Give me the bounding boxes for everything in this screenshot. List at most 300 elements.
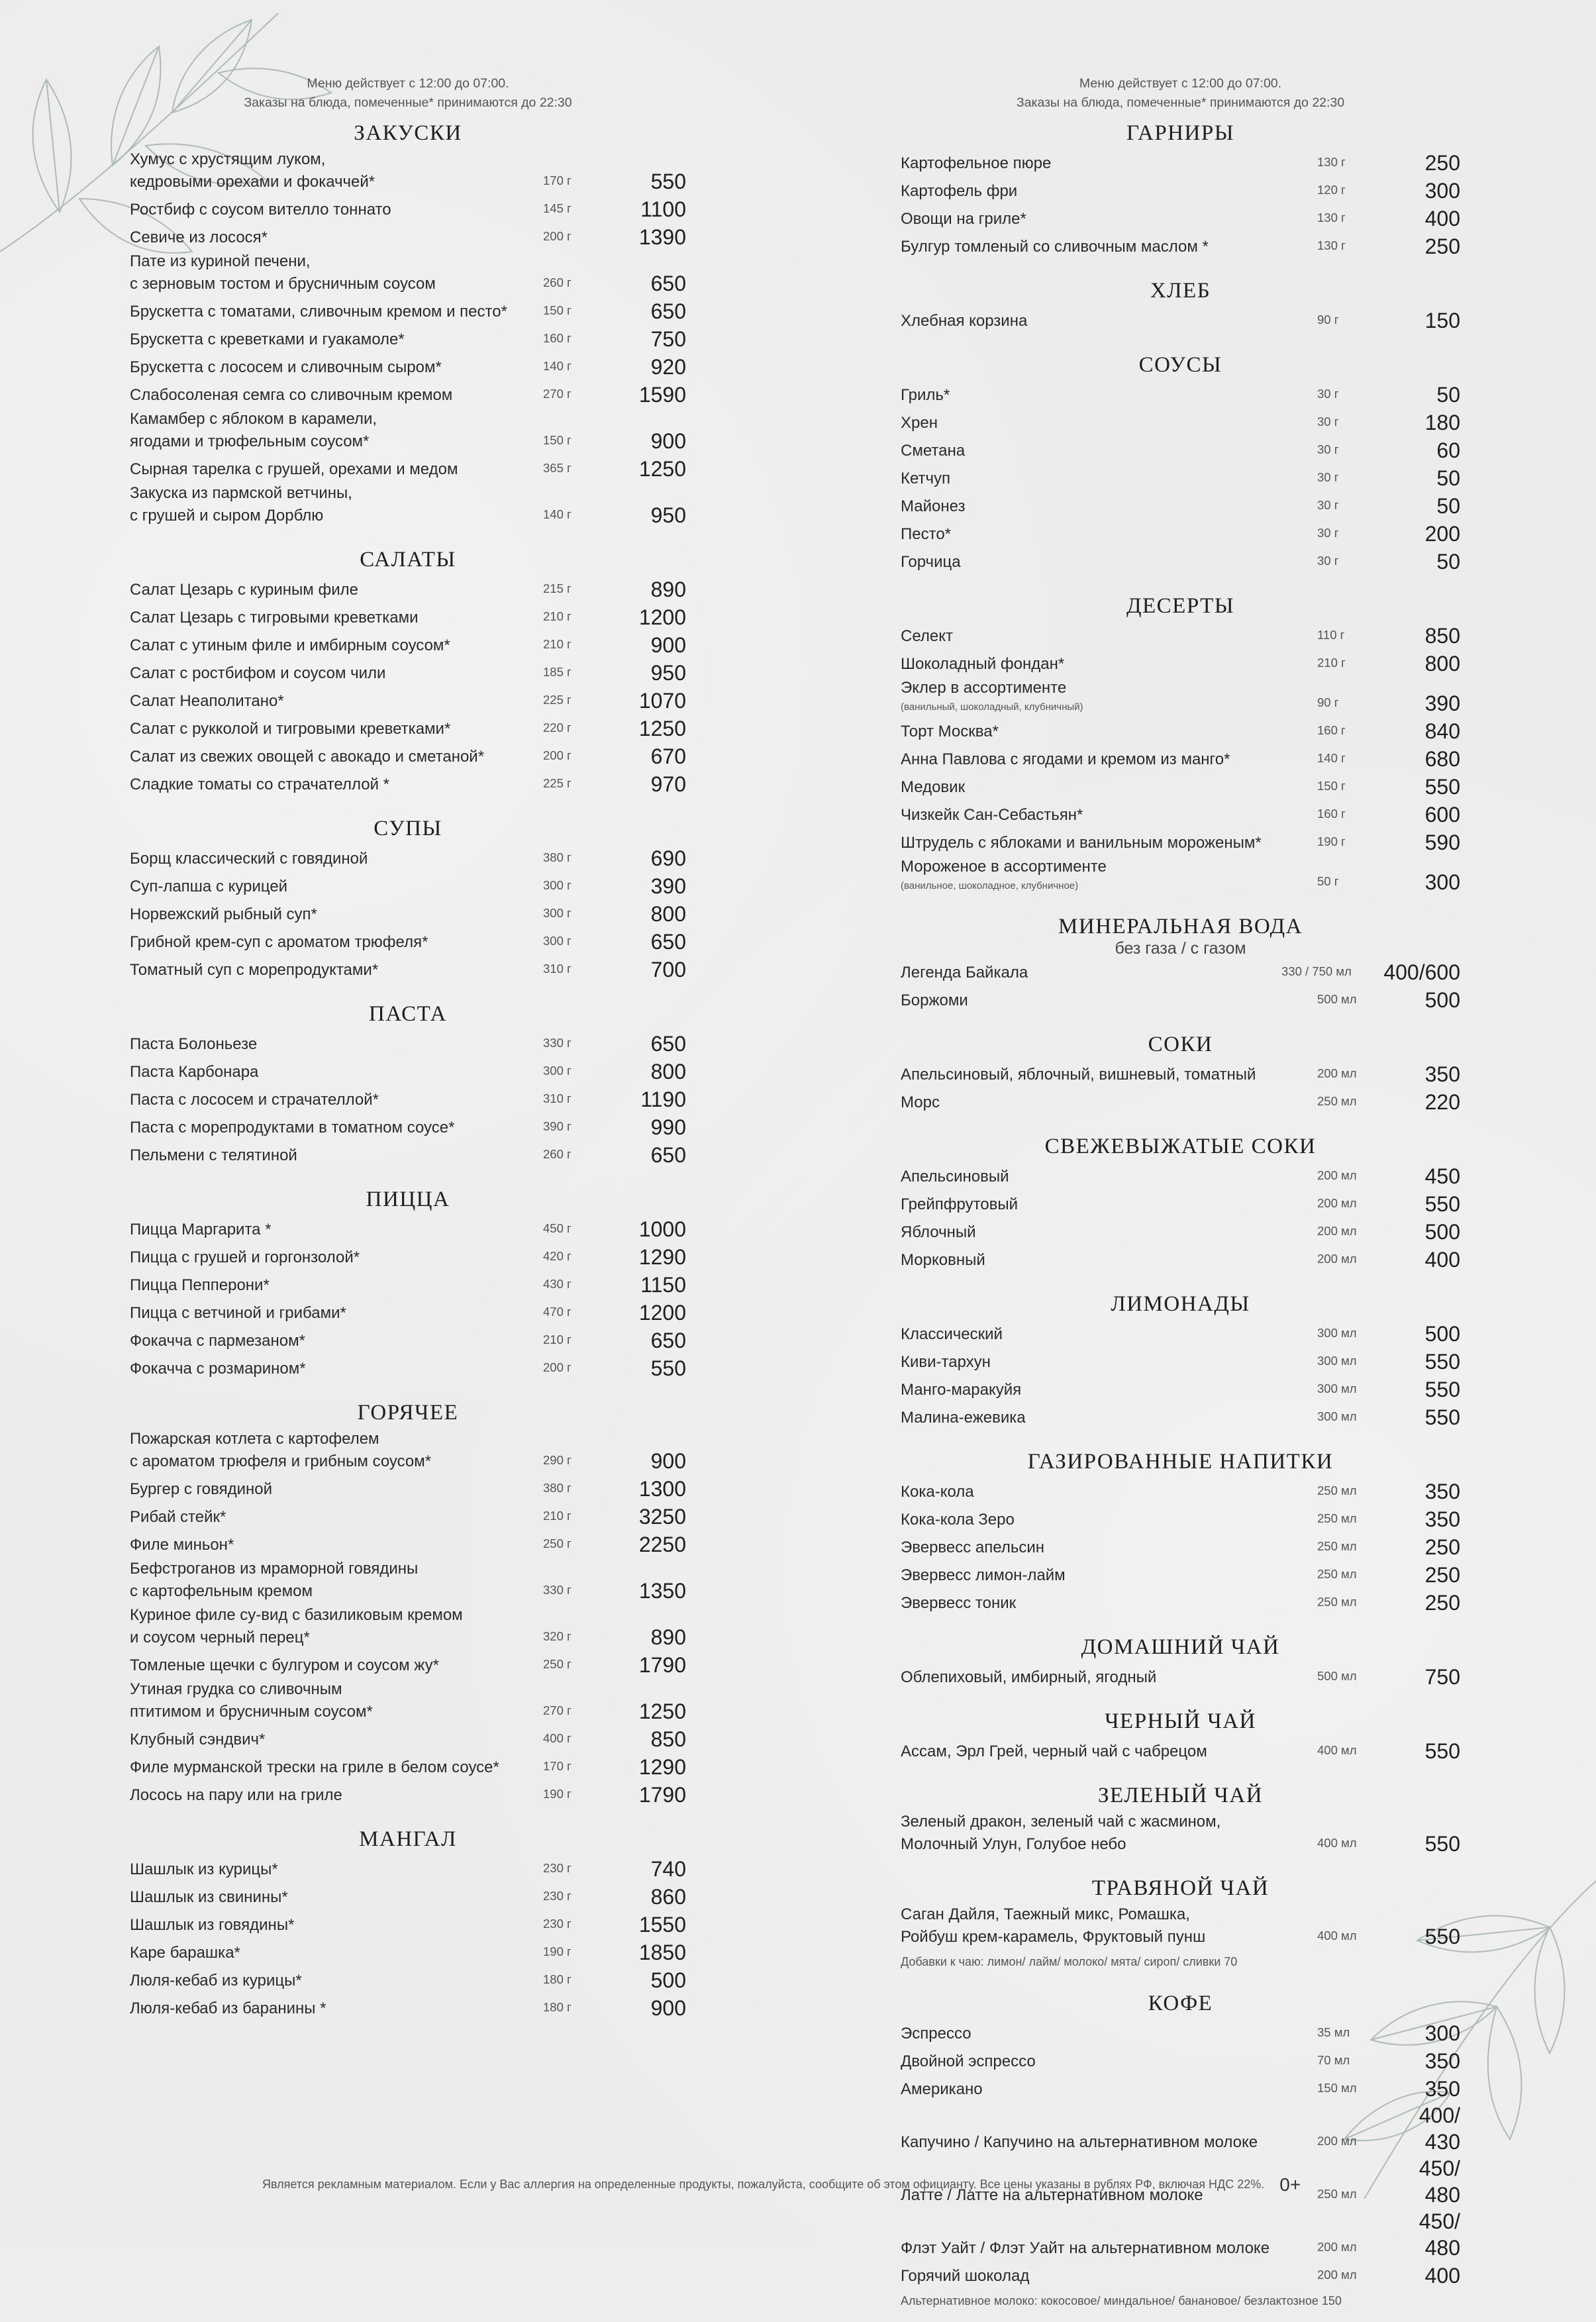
item-name-line: Картофельное пюре xyxy=(901,154,1052,172)
item-name-line: Булгур томленый со сливочным маслом * xyxy=(901,238,1209,256)
item-name-line: Саган Дайля, Таежный микс, Ромашка, xyxy=(901,1905,1190,1923)
menu-item xyxy=(130,1242,686,1270)
item-portion: 185 г xyxy=(543,665,572,679)
menu-item xyxy=(901,1737,1460,1764)
item-name-line: Бургер с говядиной xyxy=(130,1480,273,1498)
menu-item xyxy=(130,1558,686,1604)
menu-item xyxy=(901,828,1460,856)
menu-item xyxy=(130,1966,686,1994)
item-price: 390 xyxy=(1424,691,1460,715)
item-price: 500 xyxy=(1424,1322,1460,1346)
item-portion: 110 г xyxy=(1317,628,1345,642)
item-name xyxy=(130,227,543,250)
item-name-line: Капучино / Капучино на альтернативном молоке xyxy=(901,2133,1258,2151)
item-price: 350 xyxy=(1424,2049,1460,2073)
item-name-line: Американо xyxy=(901,2080,983,2098)
notice-line-2: Заказы на блюда, помеченные* принимаются до 22:30 xyxy=(244,95,572,110)
item-price: 500 xyxy=(650,1968,686,1992)
section-title: ЗАКУСКИ xyxy=(354,121,462,145)
item-name-line: Суп-лапша с курицей xyxy=(130,878,288,895)
item-portion: 190 г xyxy=(543,1787,572,1801)
item-portion: 30 г xyxy=(1317,415,1339,429)
item-price: 1000 xyxy=(638,1217,686,1241)
menu-item xyxy=(901,649,1460,677)
item-price: 1790 xyxy=(638,1653,686,1677)
item-portion: 250 мл xyxy=(1317,1484,1357,1497)
item-name xyxy=(130,931,543,955)
item-price: 1390 xyxy=(638,225,686,249)
menu-item xyxy=(901,2019,1460,2046)
item-price: 850 xyxy=(650,1727,686,1751)
item-price: 550 xyxy=(1424,775,1460,799)
item-price: 1070 xyxy=(638,689,686,713)
item-name xyxy=(130,250,543,297)
item-portion: 200 г xyxy=(543,1360,572,1374)
item-price: 350 xyxy=(1424,2077,1460,2101)
item-price: 250 xyxy=(1424,151,1460,175)
item-name-line: Рибай стейк* xyxy=(130,1508,226,1526)
menu-item xyxy=(901,436,1460,464)
menu-item xyxy=(130,454,686,482)
item-name-line: Ростбиф с соусом вителло тоннато xyxy=(130,201,391,219)
item-name xyxy=(901,1509,1317,1533)
item-name xyxy=(130,1061,543,1085)
item-name xyxy=(901,551,1317,575)
item-name xyxy=(901,1537,1317,1560)
item-price: 900 xyxy=(650,429,686,453)
section-title: ДОМАШНИЙ ЧАЙ xyxy=(1081,1635,1280,1659)
item-name-line: птитимом и брусничным соусом* xyxy=(130,1703,373,1721)
item-portion: 250 мл xyxy=(1317,2187,1357,2201)
item-name xyxy=(901,440,1317,464)
item-price: 50 xyxy=(1436,466,1460,490)
item-name xyxy=(901,804,1317,828)
menu-item xyxy=(130,1298,686,1326)
item-name xyxy=(130,1330,543,1354)
menu-item xyxy=(130,1530,686,1558)
item-name-line: Яблочный xyxy=(901,1223,976,1241)
item-name xyxy=(130,746,543,770)
item-name xyxy=(130,1478,543,1502)
menu-section xyxy=(901,1868,1460,1972)
item-portion: 130 г xyxy=(1317,211,1346,225)
item-portion: 420 г xyxy=(543,1249,572,1263)
item-name-line: Эвервесс тоник xyxy=(901,1594,1017,1612)
section-title: СОКИ xyxy=(1148,1033,1213,1056)
item-portion: 300 г xyxy=(543,1064,572,1078)
item-name xyxy=(130,356,543,380)
item-name xyxy=(130,1942,543,1966)
item-price: 650 xyxy=(650,1329,686,1352)
item-name xyxy=(901,1592,1317,1616)
section-title: ТРАВЯНОЙ ЧАЙ xyxy=(1091,1876,1270,1900)
menu-item xyxy=(901,1162,1460,1189)
menu-item xyxy=(130,1678,686,1725)
item-portion: 500 мл xyxy=(1317,992,1357,1006)
item-name xyxy=(130,1089,543,1113)
menu-item xyxy=(901,1375,1460,1403)
menu-item xyxy=(901,2046,1460,2074)
item-name-line: с ароматом трюфеля и грибным соусом* xyxy=(130,1452,432,1470)
menu-column-left xyxy=(130,74,686,2032)
item-portion: 30 г xyxy=(1317,470,1339,484)
item-portion: 310 г xyxy=(543,962,572,976)
menu-item xyxy=(901,958,1460,985)
item-portion: 300 мл xyxy=(1317,1326,1357,1340)
item-name xyxy=(130,1858,543,1882)
notice-line-1: Меню действует с 12:00 до 07:00. xyxy=(1079,76,1282,91)
item-name xyxy=(130,848,543,872)
item-name-line: Горячий шоколад xyxy=(901,2267,1030,2285)
item-name-line: Эклер в ассортименте xyxy=(901,679,1067,697)
item-price: 670 xyxy=(650,744,686,768)
item-price: 500 xyxy=(1424,988,1460,1012)
item-name-line: Севиче из лосося* xyxy=(130,228,268,246)
menu-item xyxy=(130,1029,686,1057)
item-price: 920 xyxy=(650,355,686,379)
item-portion: 330 г xyxy=(543,1583,572,1597)
item-portion: 400 мл xyxy=(1317,1836,1357,1850)
item-name xyxy=(901,1193,1317,1217)
item-price: 860 xyxy=(650,1885,686,1909)
menu-item xyxy=(130,223,686,250)
menu-item xyxy=(130,955,686,983)
item-name xyxy=(901,1091,1317,1115)
menu-item xyxy=(901,1060,1460,1087)
item-name xyxy=(901,310,1317,334)
item-price: 800 xyxy=(1424,652,1460,676)
item-price: 1200 xyxy=(638,605,686,629)
item-name xyxy=(130,328,543,352)
menu-item xyxy=(130,1140,686,1168)
item-portion: 90 г xyxy=(1317,313,1339,327)
item-portion: 170 г xyxy=(543,174,572,187)
item-name-line: Хумус с хрустящим луком, xyxy=(130,150,326,168)
item-portion: 200 мл xyxy=(1317,2268,1357,2282)
item-price: 1200 xyxy=(638,1301,686,1325)
menu-item xyxy=(130,1270,686,1298)
item-name xyxy=(130,1654,543,1678)
item-price: 390 xyxy=(650,874,686,898)
item-portion: 330 г xyxy=(543,1036,572,1050)
item-name xyxy=(901,1741,1317,1764)
item-name-line: Анна Павлова с ягодами и кремом из манго* xyxy=(901,750,1230,768)
item-name xyxy=(901,989,1317,1013)
menu-section xyxy=(901,270,1460,334)
section-title: СВЕЖЕВЫЖАТЫЕ СОКИ xyxy=(1044,1135,1317,1158)
menu-item xyxy=(901,204,1460,232)
menu-item xyxy=(901,744,1460,772)
item-name-line: Салат Цезарь с тигровыми креветками xyxy=(130,609,419,627)
item-name xyxy=(130,959,543,983)
item-name-line: с грушей и сыром Дорблю xyxy=(130,507,324,525)
item-portion: 270 г xyxy=(543,1703,572,1717)
item-name-line: Медовик xyxy=(901,778,966,796)
menu-section xyxy=(901,1284,1460,1431)
item-name-line: Куриное филе су-вид с базиликовым кремом xyxy=(130,1606,463,1624)
item-price: 1290 xyxy=(638,1245,686,1269)
section-title: ГАЗИРОВАННЫЕ НАПИТКИ xyxy=(1027,1450,1334,1474)
item-portion: 260 г xyxy=(543,1147,572,1161)
item-name xyxy=(901,152,1317,176)
item-price: 1150 xyxy=(640,1273,686,1297)
menu-item xyxy=(130,408,686,454)
item-price: 550 xyxy=(1424,1350,1460,1374)
item-name xyxy=(130,1784,543,1808)
item-name-line: Пицца Пепперони* xyxy=(130,1276,270,1294)
item-name-line: Малина-ежевика xyxy=(901,1409,1026,1427)
item-name-line: Молочный Улун, Голубое небо xyxy=(901,1835,1126,1853)
item-name xyxy=(901,1064,1317,1087)
menu-item xyxy=(901,856,1460,895)
menu-item xyxy=(901,1087,1460,1115)
item-name xyxy=(130,1506,543,1530)
menu-item xyxy=(130,1910,686,1938)
menu-section xyxy=(130,808,686,983)
item-name-line: Грибной крем-суп с ароматом трюфеля* xyxy=(130,933,428,951)
item-name xyxy=(130,1678,543,1725)
menu-item xyxy=(901,380,1460,408)
section-title: ХЛЕБ xyxy=(1150,279,1211,303)
menu-item xyxy=(901,306,1460,334)
menu-item xyxy=(901,772,1460,800)
item-price: 970 xyxy=(650,772,686,796)
item-portion: 200 мл xyxy=(1317,1066,1357,1080)
item-price: 750 xyxy=(650,327,686,351)
item-name xyxy=(901,1351,1317,1375)
section-title: МИНЕРАЛЬНАЯ ВОДА xyxy=(1058,915,1303,938)
section-footnote: Альтернативное молоко: кокосовое/ миндальное/ банановое/ безлактозное 150 xyxy=(901,2294,1342,2307)
item-name-line: Латте / Латте на альтернативном молоке xyxy=(901,2186,1203,2204)
item-portion: 140 г xyxy=(1317,751,1346,765)
item-name xyxy=(130,690,543,714)
item-name-line: Шоколадный фондан* xyxy=(901,655,1065,673)
item-portion: 90 г xyxy=(1317,695,1339,709)
item-name xyxy=(901,962,1281,985)
item-price: 300 xyxy=(1424,870,1460,894)
item-name xyxy=(130,1358,543,1382)
item-price: 250 xyxy=(1424,1591,1460,1615)
item-name-line: с зерновым тостом и брусничным соусом xyxy=(130,275,436,293)
menu-section xyxy=(901,1775,1460,1857)
item-name-line: Слабосоленая семга со сливочным кремом xyxy=(130,386,453,404)
item-portion: 30 г xyxy=(1317,526,1339,540)
item-name-line: Томленые щечки с булгуром и соусом жу* xyxy=(130,1656,439,1674)
item-portion: 140 г xyxy=(543,359,572,373)
menu-item xyxy=(130,1650,686,1678)
item-name-line: Закуска из пармской ветчины, xyxy=(130,484,352,502)
menu-section xyxy=(901,344,1460,575)
item-portion: 210 г xyxy=(543,637,572,651)
section-title: ПИЦЦА xyxy=(366,1187,450,1211)
menu-item xyxy=(901,2074,1460,2102)
item-portion: 160 г xyxy=(1317,723,1346,737)
item-portion: 400 г xyxy=(543,1731,572,1745)
item-price: 550 xyxy=(1424,1832,1460,1856)
item-name xyxy=(901,1379,1317,1403)
section-title: СОУСЫ xyxy=(1138,353,1222,377)
menu-column-right xyxy=(901,74,1460,2322)
item-name xyxy=(901,625,1317,649)
menu-item xyxy=(901,677,1460,717)
menu-item xyxy=(130,1428,686,1474)
menu-item xyxy=(130,1354,686,1382)
item-name-line: Апельсиновый, яблочный, вишневый, томатный xyxy=(901,1066,1256,1084)
item-name-line: Салат с рукколой и тигровыми креветками* xyxy=(130,720,451,738)
menu-section xyxy=(130,113,686,529)
item-name xyxy=(901,776,1317,800)
menu-item xyxy=(901,1319,1460,1347)
item-name xyxy=(130,1144,543,1168)
menu-item xyxy=(130,1057,686,1085)
menu-item xyxy=(901,1811,1460,1857)
item-price: 250 xyxy=(1424,1535,1460,1559)
item-portion: 30 г xyxy=(1317,554,1339,568)
item-name-line: Боржоми xyxy=(901,991,968,1009)
item-name xyxy=(130,1219,543,1242)
menu-section xyxy=(901,1983,1460,2311)
section-title: ЗЕЛЕНЫЙ ЧАЙ xyxy=(1097,1784,1264,1807)
item-portion: 180 г xyxy=(543,2000,572,2014)
item-price: 650 xyxy=(650,930,686,954)
item-price: 600 xyxy=(1424,803,1460,827)
item-price: 800 xyxy=(650,902,686,926)
menu-item xyxy=(901,408,1460,436)
item-name-line: Кока-кола Зеро xyxy=(901,1511,1015,1529)
item-price: 1300 xyxy=(638,1477,686,1501)
item-price: 890 xyxy=(650,1625,686,1649)
item-name-line: Манго-маракуйя xyxy=(901,1381,1022,1399)
section-title: ПАСТА xyxy=(369,1002,447,1026)
item-price: 550 xyxy=(1424,1378,1460,1401)
item-name xyxy=(901,653,1317,677)
item-price: 400 xyxy=(1424,207,1460,230)
item-name xyxy=(130,199,543,223)
item-name-line: Кока-кола xyxy=(901,1483,974,1501)
item-name-line: Пицца Маргарита * xyxy=(130,1221,272,1238)
menu-item xyxy=(130,1604,686,1650)
item-price: 550 xyxy=(1424,1405,1460,1429)
item-portion: 300 мл xyxy=(1317,1382,1357,1395)
item-name xyxy=(901,1481,1317,1505)
item-name-line: ягодами и трюфельным соусом* xyxy=(130,432,370,450)
menu-item xyxy=(130,325,686,352)
item-name xyxy=(901,495,1317,519)
item-name xyxy=(901,1323,1317,1347)
item-name-line: Брускетта с лососем и сливочным сыром* xyxy=(130,358,442,376)
item-price: 220 xyxy=(1424,1090,1460,1114)
item-price: 840 xyxy=(1424,719,1460,743)
menu-item xyxy=(901,1662,1460,1690)
item-price: 50 xyxy=(1436,550,1460,574)
menu-item xyxy=(901,547,1460,575)
item-price: 350 xyxy=(1424,1480,1460,1503)
menu-item xyxy=(130,250,686,297)
item-portion: 70 мл xyxy=(1317,2053,1350,2067)
item-name-line: Эвервесс апельсин xyxy=(901,1539,1044,1556)
item-name-line: Паста с лососем и страчателлой* xyxy=(130,1091,379,1109)
item-name-line: Облепиховый, имбирный, ягодный xyxy=(901,1668,1157,1686)
item-name-line: Хрен xyxy=(901,414,938,432)
menu-item xyxy=(901,1477,1460,1505)
item-portion: 170 г xyxy=(543,1759,572,1773)
item-name xyxy=(130,903,543,927)
menu-item xyxy=(901,800,1460,828)
item-price: 400 xyxy=(1424,2264,1460,2288)
menu-item xyxy=(130,1854,686,1882)
menu-item xyxy=(901,519,1460,547)
menu-item xyxy=(130,658,686,686)
item-name xyxy=(130,408,543,454)
menu-item xyxy=(901,1505,1460,1533)
section-title: КОФЕ xyxy=(1148,1992,1213,2015)
item-portion: 200 г xyxy=(543,748,572,762)
item-price: 800 xyxy=(650,1060,686,1084)
item-portion: 50 г xyxy=(1317,874,1339,888)
item-price: 180 xyxy=(1424,411,1460,434)
item-note: (ванильный, шоколадный, клубничный) xyxy=(901,701,1083,713)
item-name-line: Брускетта с креветками и гуакамоле* xyxy=(130,330,405,348)
item-name-line: Грейпфрутовый xyxy=(901,1195,1019,1213)
section-title: ДЕСЕРТЫ xyxy=(1126,594,1235,618)
item-name-line: Сладкие томаты со страчателлой * xyxy=(130,776,389,793)
item-price: 550 xyxy=(650,170,686,193)
menu-item xyxy=(130,1326,686,1354)
item-portion: 380 г xyxy=(543,850,572,864)
menu-item xyxy=(130,927,686,955)
item-name-line: Кетчуп xyxy=(901,470,951,487)
menu-item xyxy=(130,1474,686,1502)
item-name xyxy=(901,1666,1317,1690)
item-portion: 200 мл xyxy=(1317,1252,1357,1266)
item-portion: 300 г xyxy=(543,878,572,892)
item-name-line: Люля-кебаб из курицы* xyxy=(130,1972,302,1990)
item-price: 950 xyxy=(650,503,686,527)
item-name-line: Эспрессо xyxy=(901,2025,972,2043)
item-name xyxy=(901,2237,1317,2261)
item-portion: 200 мл xyxy=(1317,2240,1357,2254)
item-price: 350 xyxy=(1424,1062,1460,1086)
menu-item xyxy=(901,621,1460,649)
item-name xyxy=(130,774,543,797)
item-name-line: Томатный суп с морепродуктами* xyxy=(130,961,379,979)
menu-item xyxy=(901,1588,1460,1616)
item-name xyxy=(130,1997,543,2021)
item-name xyxy=(901,412,1317,436)
menu-section xyxy=(130,539,686,797)
menu-item xyxy=(130,714,686,742)
item-name xyxy=(130,607,543,631)
item-price: 650 xyxy=(650,272,686,295)
item-portion: 200 мл xyxy=(1317,1224,1357,1238)
item-name xyxy=(130,458,543,482)
item-name-line: Паста с морепродуктами в томатном соусе* xyxy=(130,1119,455,1136)
item-price: 650 xyxy=(650,299,686,323)
item-name xyxy=(901,180,1317,204)
item-name-line: и соусом черный перец* xyxy=(130,1629,310,1646)
item-name xyxy=(901,1407,1317,1431)
item-price: 450/ 480 xyxy=(1419,2156,1460,2207)
item-portion: 250 мл xyxy=(1317,1595,1357,1609)
menu-item xyxy=(130,1502,686,1530)
item-name-line: Пате из куриной печени, xyxy=(130,252,311,270)
item-name-line: Песто* xyxy=(901,525,952,543)
menu-section xyxy=(901,1024,1460,1115)
item-price: 3250 xyxy=(638,1505,686,1529)
menu-item xyxy=(130,352,686,380)
section-title: ЛИМОНАДЫ xyxy=(1111,1292,1250,1316)
item-price: 750 xyxy=(1424,1665,1460,1689)
